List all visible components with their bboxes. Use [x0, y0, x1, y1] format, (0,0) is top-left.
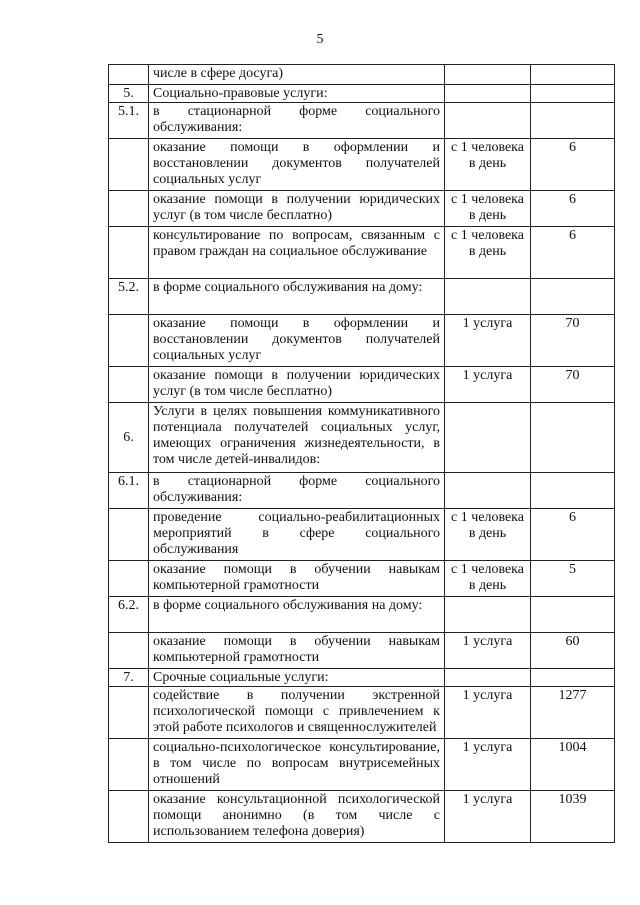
value-cell [531, 403, 615, 473]
table-row [109, 687, 615, 739]
unit-cell: с 1 человека в день [445, 509, 531, 561]
table-row [109, 315, 615, 367]
row-number: 7. [109, 669, 149, 687]
service-description: оказание помощи в обучении навыкам компьютерной грамотности [149, 561, 445, 597]
unit-cell [445, 403, 531, 473]
table-row [109, 561, 615, 597]
unit-cell: 1 услуга [445, 367, 531, 403]
row-number [109, 139, 149, 191]
value-cell [531, 65, 615, 85]
service-description: содействие в получении экстренной психологической помощи с привлечением к этой работе психологов и священнослужителей [149, 687, 445, 739]
row-number: 5.1. [109, 103, 149, 139]
row-number [109, 561, 149, 597]
row-number [109, 191, 149, 227]
unit-cell: 1 услуга [445, 791, 531, 843]
value-cell [531, 597, 615, 633]
value-cell: 6 [531, 191, 615, 227]
value-cell [531, 669, 615, 687]
value-cell [531, 279, 615, 315]
value-cell: 6 [531, 139, 615, 191]
table-row [109, 65, 615, 85]
service-description: оказание консультационной психологической помощи анонимно (в том числе с использованием телефона доверия) [149, 791, 445, 843]
value-cell: 70 [531, 315, 615, 367]
unit-cell [445, 279, 531, 315]
service-description: оказание помощи в оформлении и восстановлении документов получателей социальных услуг [149, 139, 445, 191]
service-description: оказание помощи в получении юридических услуг (в том числе бесплатно) [149, 191, 445, 227]
table-row [109, 669, 615, 687]
section-heading: Услуги в целях повышения коммуникативного потенциала получателей социальных услуг, имеющих ограничения жизнедеятельности, в том числе детей-инвалидов: [149, 403, 445, 473]
subsection-heading: в стационарной форме социального обслуживания: [149, 103, 445, 139]
unit-cell [445, 473, 531, 509]
subsection-heading: в форме социального обслуживания на дому: [149, 597, 445, 633]
subsection-heading: в стационарной форме социального обслуживания: [149, 473, 445, 509]
row-number [109, 687, 149, 739]
table-row [109, 191, 615, 227]
table-row [109, 597, 615, 633]
row-number [109, 65, 149, 85]
value-cell: 5 [531, 561, 615, 597]
services-table [108, 64, 615, 843]
row-number [109, 315, 149, 367]
table-row [109, 633, 615, 669]
unit-cell [445, 669, 531, 687]
unit-cell: 1 услуга [445, 315, 531, 367]
unit-cell: с 1 человека в день [445, 561, 531, 597]
value-cell [531, 473, 615, 509]
page-number: 5 [316, 32, 324, 47]
table-row [109, 227, 615, 279]
value-cell [531, 103, 615, 139]
service-description: проведение социально-реабилитационных мероприятий в сфере социального обслуживания [149, 509, 445, 561]
table-row [109, 279, 615, 315]
row-number [109, 367, 149, 403]
value-cell: 6 [531, 509, 615, 561]
service-description: социально-психологическое консультирование, в том числе по вопросам внутрисемейных отношений [149, 739, 445, 791]
unit-cell: 1 услуга [445, 687, 531, 739]
table-row [109, 791, 615, 843]
subsection-heading: в форме социального обслуживания на дому: [149, 279, 445, 315]
value-cell: 6 [531, 227, 615, 279]
service-description: оказание помощи в получении юридических услуг (в том числе бесплатно) [149, 367, 445, 403]
row-number [109, 509, 149, 561]
row-number [109, 791, 149, 843]
service-description: оказание помощи в оформлении и восстановлении документов получателей социальных услуг [149, 315, 445, 367]
table-row [109, 367, 615, 403]
value-cell [531, 85, 615, 103]
row-number: 6. [109, 403, 149, 473]
unit-cell: с 1 человека в день [445, 139, 531, 191]
value-cell: 1039 [531, 791, 615, 843]
value-cell: 1004 [531, 739, 615, 791]
unit-cell [445, 65, 531, 85]
row-number: 6.2. [109, 597, 149, 633]
value-cell: 70 [531, 367, 615, 403]
unit-cell [445, 85, 531, 103]
value-cell: 1277 [531, 687, 615, 739]
table-row [109, 403, 615, 473]
unit-cell: 1 услуга [445, 633, 531, 669]
table-row [109, 509, 615, 561]
section-heading: Срочные социальные услуги: [149, 669, 445, 687]
row-number [109, 227, 149, 279]
service-description: числе в сфере досуга) [149, 65, 445, 85]
table-row [109, 739, 615, 791]
unit-cell [445, 597, 531, 633]
table-row [109, 103, 615, 139]
unit-cell [445, 103, 531, 139]
section-heading: Социально-правовые услуги: [149, 85, 445, 103]
unit-cell: с 1 человека в день [445, 191, 531, 227]
table-row [109, 139, 615, 191]
service-description: консультирование по вопросам, связанным с правом граждан на социальное обслуживание [149, 227, 445, 279]
row-number: 6.1. [109, 473, 149, 509]
table-row [109, 85, 615, 103]
row-number [109, 739, 149, 791]
row-number: 5. [109, 85, 149, 103]
unit-cell: с 1 человека в день [445, 227, 531, 279]
row-number [109, 633, 149, 669]
table-row [109, 473, 615, 509]
row-number: 5.2. [109, 279, 149, 315]
service-description: оказание помощи в обучении навыкам компьютерной грамотности [149, 633, 445, 669]
value-cell: 60 [531, 633, 615, 669]
unit-cell: 1 услуга [445, 739, 531, 791]
